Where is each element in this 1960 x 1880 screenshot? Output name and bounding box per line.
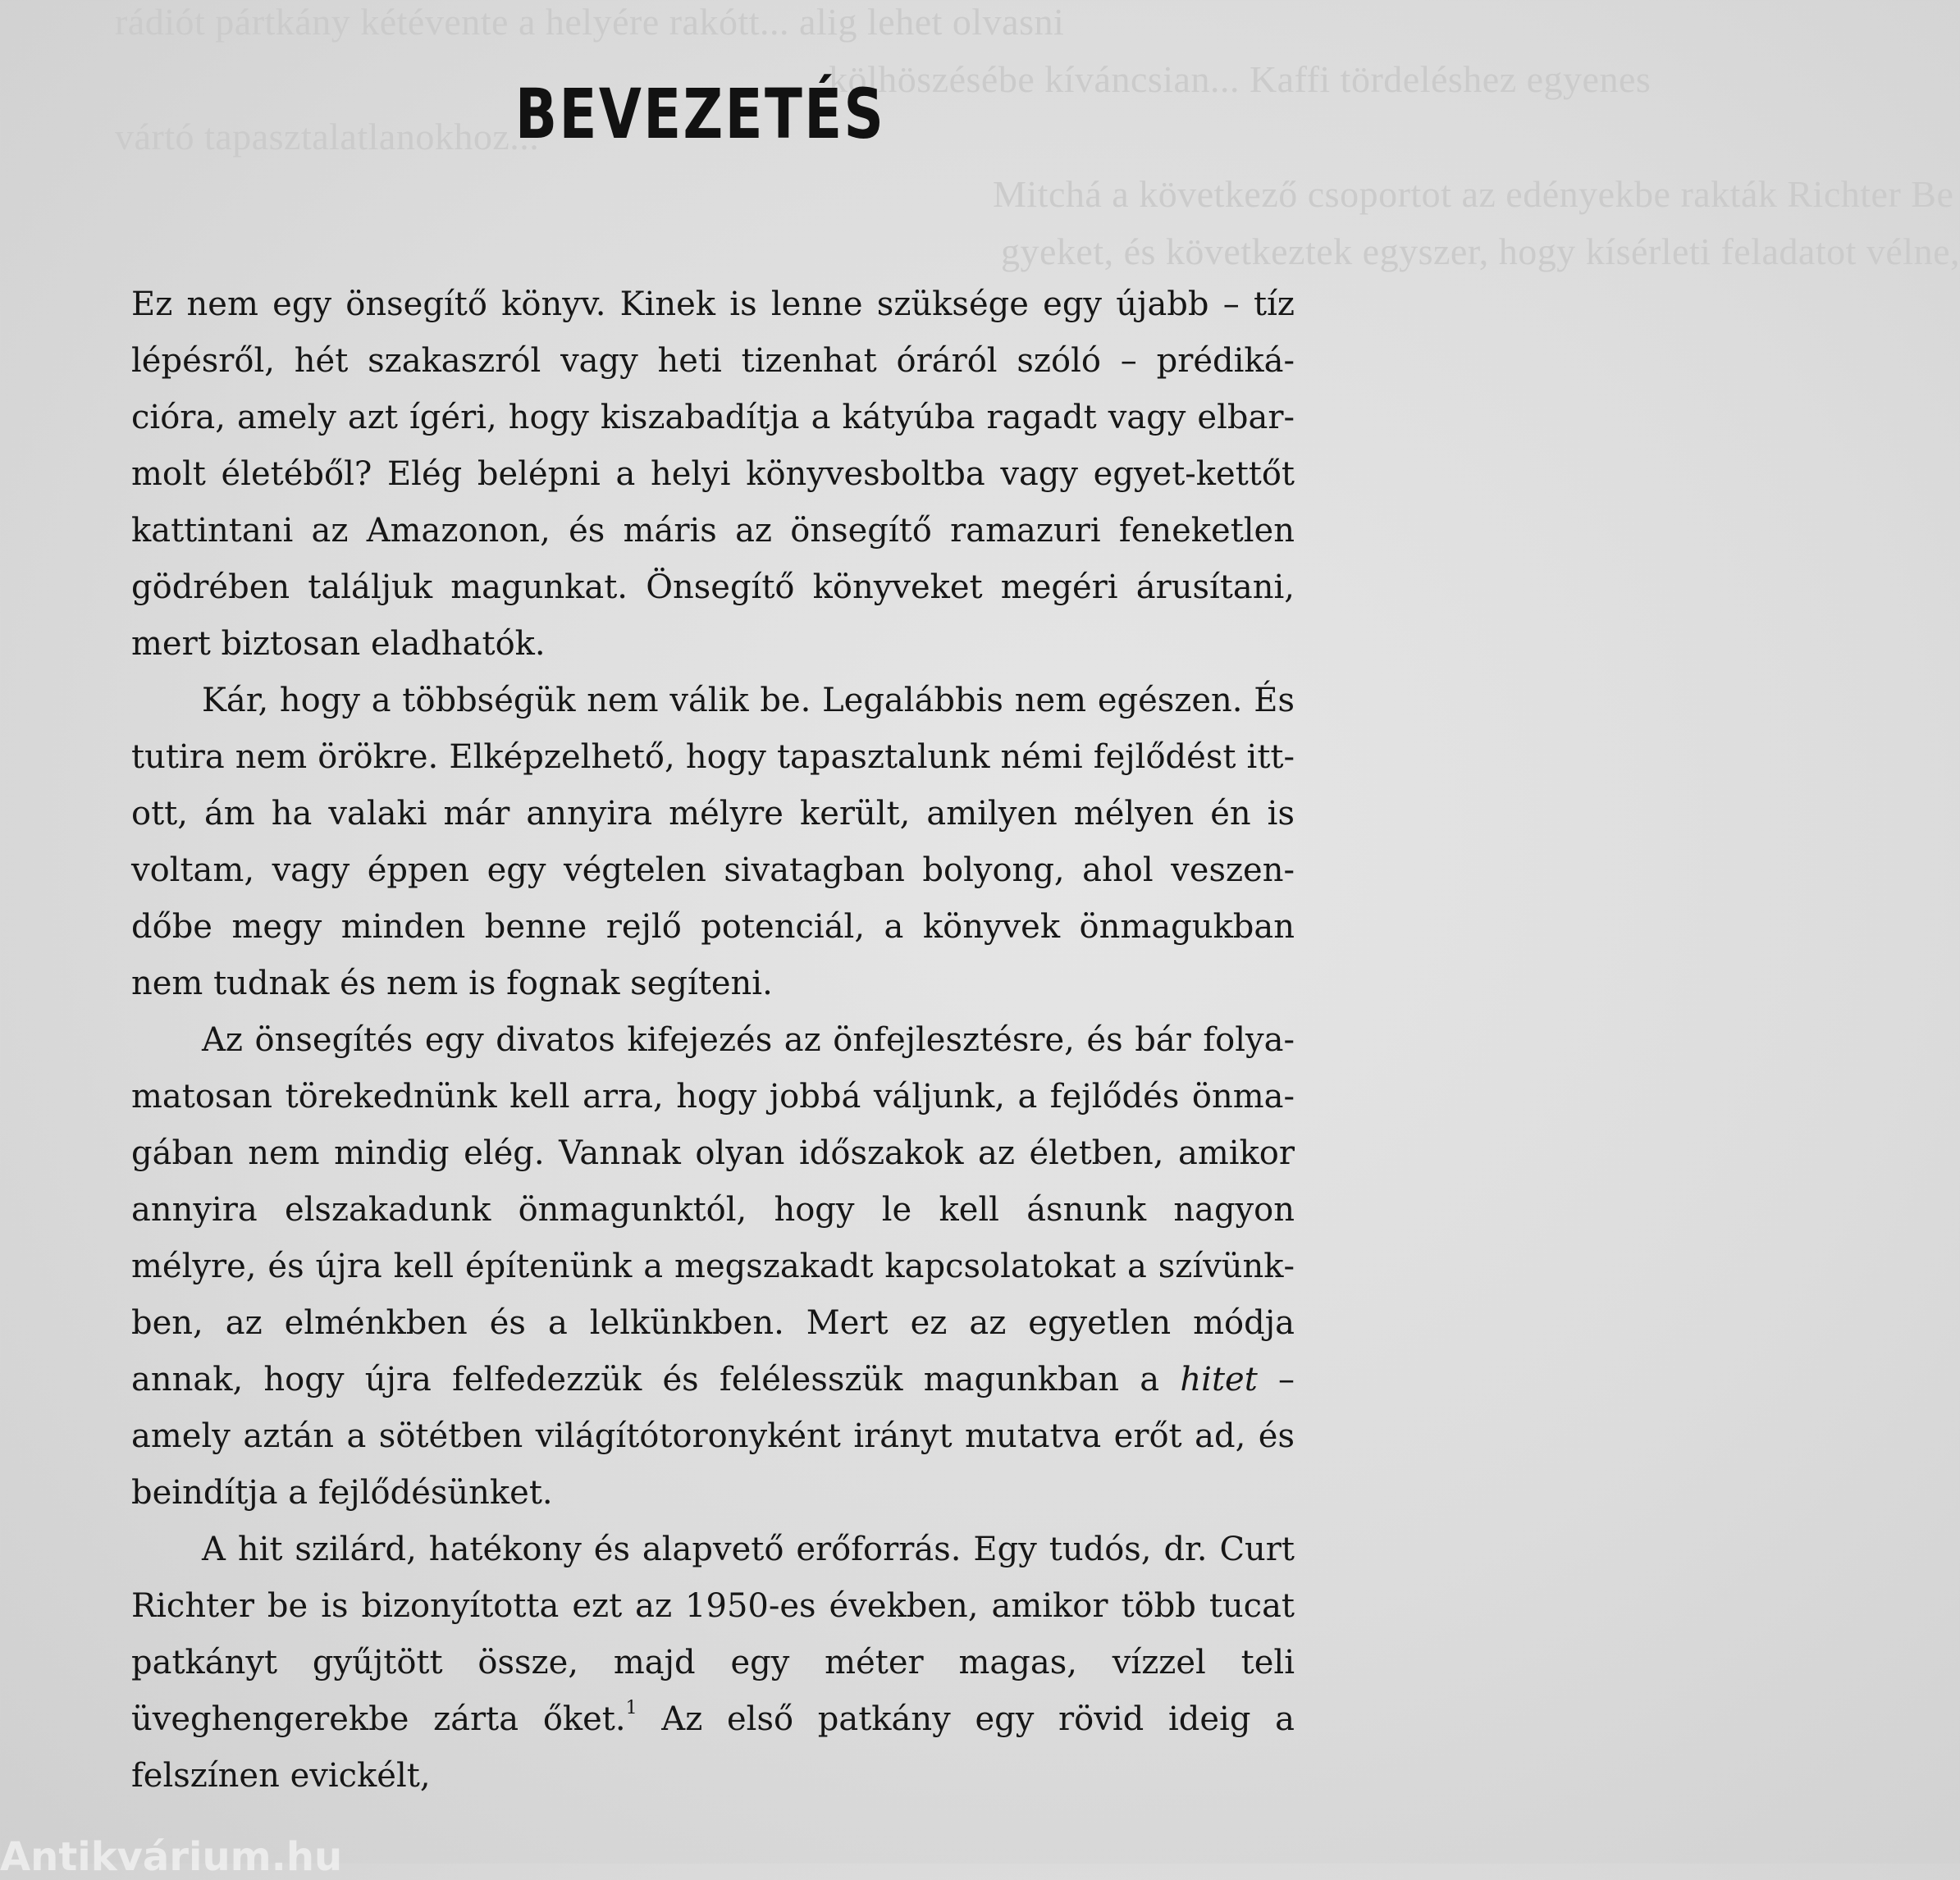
paragraph-text: A hit szilárd, hatékony és alapvető erőforrás. Egy tudós, dr. Curt Richter be is bizonyította ezt az 1950-es években, amikor több tucat patkányt gyűjtött össze, majd egy méter magas, vízzel teli üveghengerekbe zárta őket. — [131, 1531, 1295, 1738]
bleed-through-line-2: kölhöszésébe kíváncsian... Kaffi tördeléshez egyenes — [829, 58, 1652, 100]
footnote-marker: 1 — [625, 1698, 637, 1719]
paragraph — [131, 673, 1295, 1012]
paragraph-text: – amely aztán a sötétben világítótoronyként irányt mutatva erőt ad, és beindítja a fejlődésünket. — [131, 1361, 1295, 1512]
paragraph — [131, 276, 1295, 673]
paragraph-text: Az önsegítés egy divatos kifejezés az önfejlesztésre, és bár folyamatosan törekednünk kell arra, hogy jobbá váljunk, a fejlődés önmagában nem mindig elég. Vannak olyan időszakok az életben, amikor annyira elszakadunk önmagunktól, hogy le kell ásnunk nagyon mélyre, és újra kell építenünk a megszakadt kapcsolatokat a szívünkben, az elménkben és a lelkünkben. Mert ez az egyetlen módja annak, hogy újra felfedezzük és felélesszük magunkban a — [131, 1021, 1295, 1399]
paragraph-text: Az első patkány egy rövid ideig a felszínen evickélt, — [131, 1700, 1295, 1795]
bleed-through-line-3: vártó tapasztalatlanokhoz... — [115, 116, 540, 157]
chapter-body — [131, 276, 1295, 1805]
paragraph — [131, 1522, 1295, 1805]
bleed-through-line-4: Mitchá a következő csoportot az edényekbe rakták Richter Be — [993, 173, 1954, 215]
italic-text: hitet — [1180, 1361, 1258, 1399]
watermark: Antikvárium.hu — [0, 1834, 343, 1880]
paragraph-text: Kár, hogy a többségük nem válik be. Legalábbis nem egészen. És tutira nem örökre. Elképzelhető, hogy tapasztalunk némi fejlődést itt-ott, ám ha valaki már annyira mélyre került, amilyen mélyen én is voltam, vagy éppen egy végtelen sivatagban bolyong, ahol veszendőbe megy minden benne rejlő potenciál, a könyvek önmagukban nem tudnak és nem is fognak segíteni. — [131, 682, 1295, 1002]
paragraph — [131, 1012, 1295, 1522]
bleed-through-line-5: gyeket, és következtek egyszer, hogy kísérleti feladatot vélne, — [1001, 230, 1960, 272]
bleed-through-line-1: rádiót pártkány kétévente a helyére rakótt... alig lehet olvasni — [115, 1, 1065, 43]
paragraph-text: Ez nem egy önsegítő könyv. Kinek is lenne szüksége egy újabb – tíz lépésről, hét szakaszról vagy heti tizenhat óráról szóló – prédikációra, amely azt ígéri, hogy kiszabadítja a kátyúba ragadt vagy elbarmolt életéből? Elég belépni a helyi könyvesboltba vagy egyet-kettőt kattintani az Amazonon, és máris az önsegítő ramazuri feneketlen gödrében találjuk magunkat. Önsegítő könyveket megéri árusítani, mert biztosan eladhatók. — [131, 285, 1295, 663]
chapter-title: BEVEZETÉS — [514, 74, 886, 155]
